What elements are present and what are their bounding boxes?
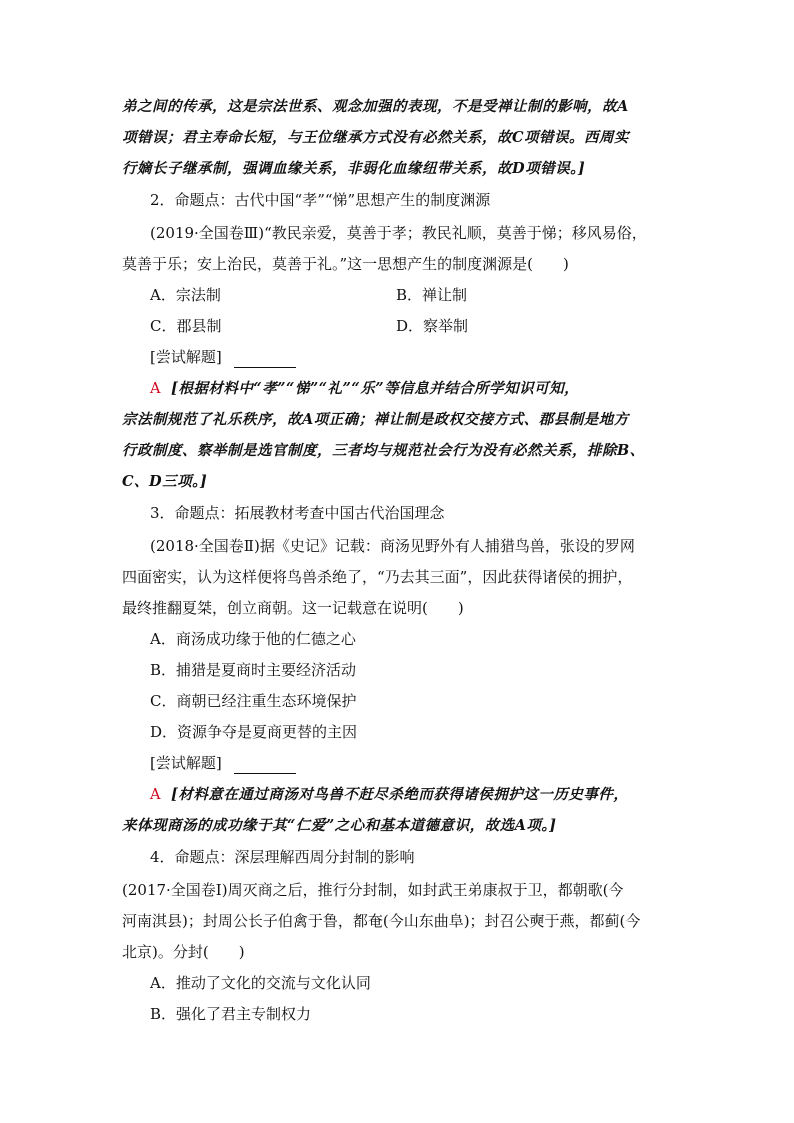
q2-option-c-text: C．郡县制 bbox=[150, 317, 222, 335]
q4-stem-line: (2017·全国卷Ⅰ)周灭商之后，推行分封制，如封武王弟康叔于卫，都朝歌(今 bbox=[122, 881, 624, 899]
q2-heading: 2．命题点：古代中国“孝”“悌”思想产生的制度渊源 bbox=[150, 191, 491, 209]
q3-option-d: D．资源争夺是夏商更替的主因 bbox=[150, 723, 358, 741]
q2-option-d-text: D．察举制 bbox=[396, 317, 469, 335]
q4-option-a: A．推动了文化的交流与文化认同 bbox=[150, 974, 371, 992]
q2-option-a-text: A．宗法制 bbox=[150, 286, 221, 304]
q3-stem-line: (2018·全国卷Ⅱ)据《史记》记载：商汤见野外有人捕猎鸟兽，张设的罗网 bbox=[150, 537, 635, 555]
q4-stem-line: 北京)。分封( ) bbox=[122, 943, 245, 961]
q4-stem-line: 河南淇县)；封周公长子伯禽于鲁，都奄(今山东曲阜)；封召公奭于燕，都蓟(今 bbox=[122, 912, 641, 930]
q3-heading: 3．命题点：拓展教材考查中国古代治国理念 bbox=[150, 504, 445, 522]
q3-stem-line: 最终推翻夏桀，创立商朝。这一记载意在说明( ) bbox=[122, 599, 464, 617]
q3-explanation-line: 来体现商汤的成功缘于其“仁爱”之心和基本道德意识，故选A项。] bbox=[122, 817, 557, 834]
q2-option-b-text: B．禅让制 bbox=[396, 286, 468, 304]
answer-blank bbox=[234, 351, 296, 368]
q4-option-b: B．强化了君主专制权力 bbox=[150, 1005, 312, 1023]
q3-option-a: A．商汤成功缘于他的仁德之心 bbox=[150, 630, 356, 648]
prev-explanation-line: 行嫡长子继承制，强调血缘关系，非弱化血缘纽带关系，故D项错误。] bbox=[122, 160, 586, 177]
try-label-text: [尝试解题] bbox=[150, 348, 222, 366]
q3-option-c: C．商朝已经注重生态环境保护 bbox=[150, 692, 357, 710]
q2-explanation-line bbox=[150, 378, 710, 400]
prev-explanation-line: 弟之间的传承，这是宗法世系、观念加强的表现，不是受禅让制的影响，故A bbox=[122, 98, 629, 115]
q2-stem-line: (2019·全国卷Ⅲ)“教民亲爱，莫善于孝；教民礼顺，莫善于悌；移风易俗， bbox=[150, 224, 647, 242]
q2-explanation-line: C、D三项。] bbox=[122, 473, 208, 490]
q3-answer: A bbox=[150, 787, 161, 803]
q2-try-label bbox=[150, 346, 710, 368]
q2-option-c bbox=[150, 315, 710, 337]
q3-try-label bbox=[150, 752, 710, 774]
q2-explanation-line: 行政制度、察举制是选官制度，三者均与规范社会行为没有必然关系，排除B、 bbox=[122, 442, 645, 459]
q2-option-a bbox=[150, 284, 710, 306]
try-label-text: [尝试解题] bbox=[150, 754, 222, 772]
q2-answer: A bbox=[150, 381, 161, 397]
q2-stem-line: 莫善于乐；安上治民，莫善于礼。”这一思想产生的制度渊源是( ) bbox=[122, 255, 569, 273]
answer-blank bbox=[234, 757, 296, 774]
q3-option-b: B．捕猎是夏商时主要经济活动 bbox=[150, 661, 357, 679]
q3-explanation-line bbox=[150, 784, 710, 806]
prev-explanation-line: 项错误；君主寿命长短，与王位继承方式没有必然关系，故C项错误。西周实 bbox=[122, 129, 630, 146]
q4-heading: 4．命题点：深层理解西周分封制的影响 bbox=[150, 848, 415, 866]
q3-explanation-text: [材料意在通过商汤对鸟兽不赶尽杀绝而获得诸侯拥护这一历史事件， bbox=[170, 786, 629, 803]
q2-explanation-line: 宗法制规范了礼乐秩序，故A项正确；禅让制是政权交接方式、郡县制是地方 bbox=[122, 411, 629, 428]
q3-stem-line: 四面密实，认为这样便将鸟兽杀绝了，“乃去其三面”，因此获得诸侯的拥护， bbox=[122, 568, 633, 586]
q2-explanation-text: [根据材料中“孝”“悌”“礼”“乐”等信息并结合所学知识可知， bbox=[170, 380, 580, 397]
